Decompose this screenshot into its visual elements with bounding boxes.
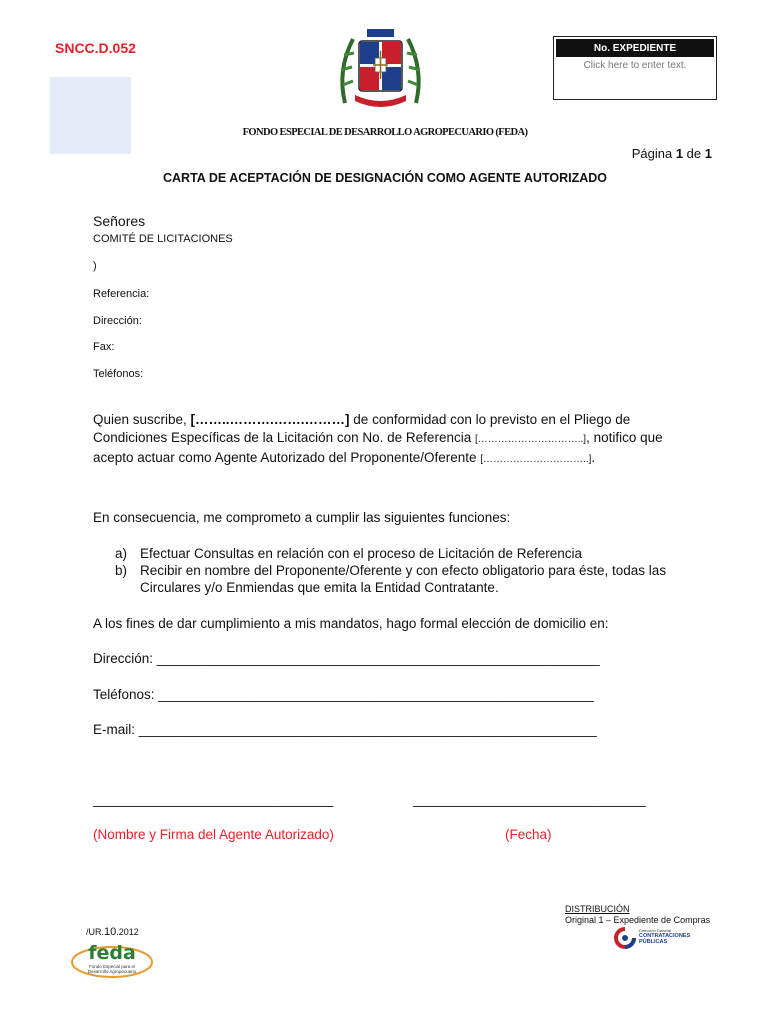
revision-code: /UR.10.2012: [86, 926, 139, 938]
paren-mark: ): [93, 260, 97, 272]
feda-logo: feda Fondo Especial para el Desarrollo Agropecuario: [70, 940, 154, 980]
document-title: CARTA DE ACEPTACIÓN DE DESIGNACIÓN COMO AGENTE AUTORIZADO: [163, 171, 607, 185]
committee-name: COMITÉ DE LICITACIONES: [93, 233, 233, 245]
fax-label: Fax:: [93, 341, 115, 353]
referencia-label: Referencia:: [93, 288, 150, 300]
signature-label: (Nombre y Firma del Agente Autorizado): [93, 827, 334, 842]
date-line[interactable]: _______________________________: [413, 792, 646, 807]
greeting: Señores: [93, 213, 146, 229]
name-placeholder: [……..……….…….………]: [190, 412, 350, 427]
expediente-label: No. EXPEDIENTE: [556, 39, 714, 57]
telefonos-label: Teléfonos:: [93, 368, 144, 380]
functions-list: [115, 545, 695, 596]
expediente-input[interactable]: Click here to enter text.: [583, 60, 687, 71]
paragraph-acceptance: Quien suscribe, [……..……….…….………] de conformidad con lo previsto en el Pliego de Condiciones Específicas de la Licitación con No. de Referencia […………………………..], notifico que acepto actuar como Agente Autorizado del Proponente/Oferente […………………………..].: [93, 412, 663, 465]
expediente-box: [553, 36, 717, 100]
form-code: SNCC.D.052: [55, 40, 136, 56]
proponent-placeholder: […………………………..]: [480, 454, 592, 465]
paragraph-consequence: En consecuencia, me comprometo a cumplir las siguientes funciones:: [93, 510, 511, 525]
reference-placeholder: […………………………..]: [474, 434, 587, 445]
distribution-note: DISTRIBUCIÓN Original 1 – Expediente de Compras: [565, 904, 711, 925]
logo-placeholder-box: [50, 77, 131, 154]
paragraph-domicile: A los fines de dar cumplimiento a mis mandatos, hago formal elección de domicilio en:: [93, 616, 609, 631]
signature-line[interactable]: ________________________________: [93, 792, 334, 807]
page-number: Página 1 de 1: [631, 146, 712, 161]
date-label: (Fecha): [505, 827, 552, 842]
direccion-field[interactable]: Dirección: ___________________________________________________________: [93, 651, 600, 666]
organization-name: FONDO ESPECIAL DE DESARROLLO AGROPECUARIO (FEDA): [242, 127, 528, 138]
contrataciones-logo: Dirección General CONTRATACIONES PÚBLICAS: [612, 926, 704, 950]
list-item: a) Efectuar Consultas en relación con el proceso de Licitación de Referencia: [115, 546, 583, 561]
coat-of-arms-icon: [333, 25, 428, 115]
email-field[interactable]: E-mail: _____________________________________________________________: [93, 722, 597, 737]
direccion-label: Dirección:: [93, 315, 142, 327]
list-item: b) Recibir en nombre del Proponente/Oferente y con efecto obligatorio para éste, todas las Circulares y/o Enmiendas que emita la Entidad Contratante.: [115, 563, 667, 595]
telefonos-field[interactable]: Teléfonos: __________________________________________________________: [93, 687, 594, 702]
